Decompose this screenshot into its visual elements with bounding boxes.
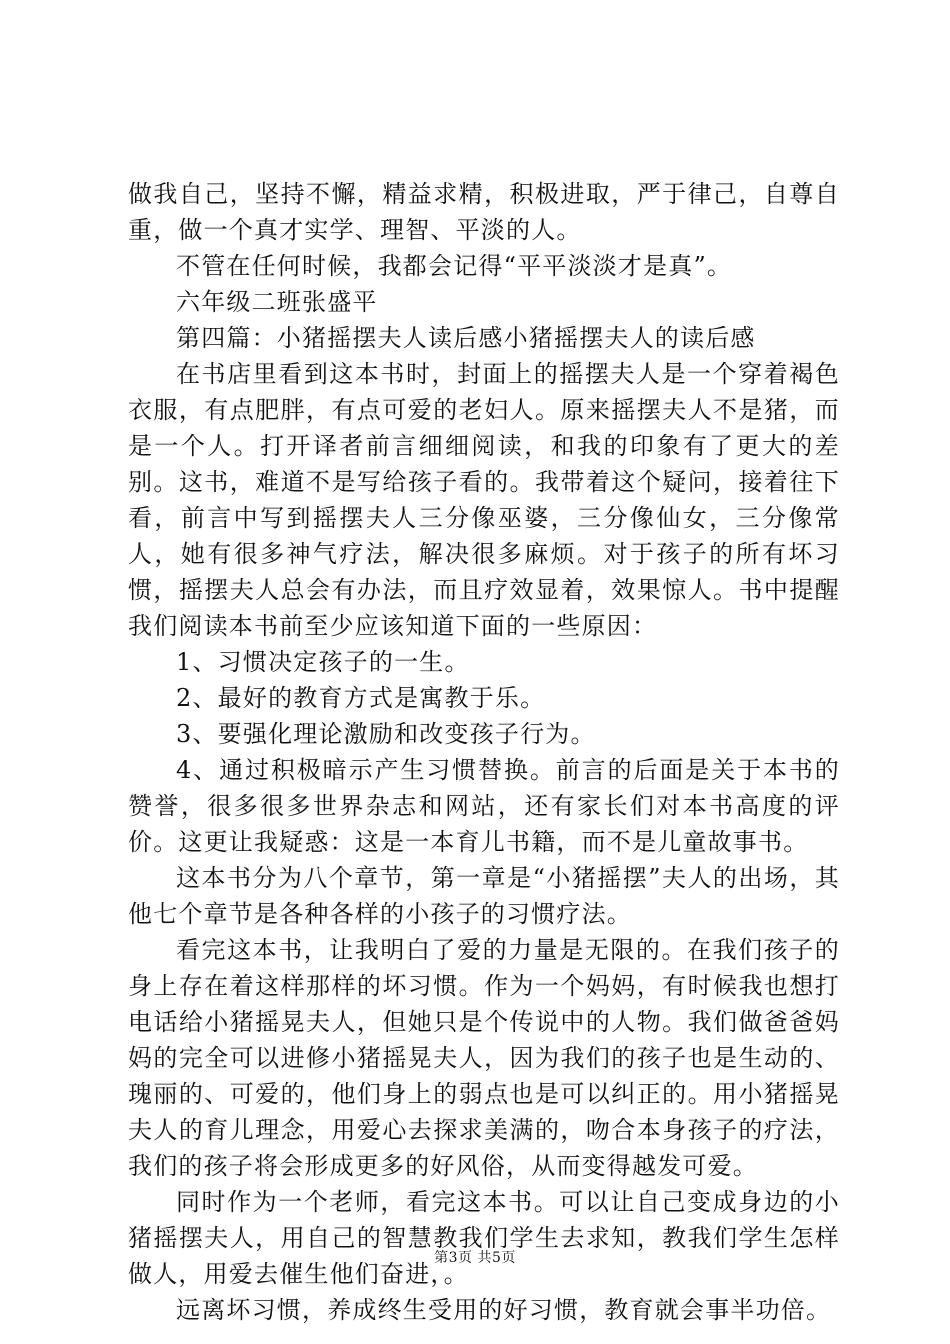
paragraph-chapters: 这本书分为八个章节，第一章是“小猪摇摆”夫人的出场，其他七个章节是各种各样的小孩子的习惯疗法。: [128, 864, 840, 928]
paragraph-teacher: 同时作为一个老师，看完这本书。可以让自己变成身边的小猪摇摆夫人，用自己的智慧教我们学生去求知，教我们学生怎样做人，用爱去催生他们奋进，。: [128, 1188, 840, 1288]
list-item-2: 2、最好的教育方式是寓教于乐。: [176, 684, 546, 712]
paragraph-quote: 不管在任何时候，我都会记得“平平淡淡才是真”。: [176, 252, 733, 280]
section-heading: 第四篇：小猪摇摆夫人读后感小猪摇摆夫人的读后感: [176, 324, 756, 352]
author-line: 六年级二班张盛平: [176, 288, 378, 316]
paragraph-continuation: 做我自己，坚持不懈，精益求精，积极进取，严于律己，自尊自重，做一个真才实学、理智、平淡的人。: [128, 180, 840, 244]
list-item-4: 4、通过积极暗示产生习惯替换。前言的后面是关于本书的赞誉，很多很多世界杂志和网站，还有家长们对本书高度的评价。这更让我疑惑：这是一本育儿书籍，而不是儿童故事书。: [128, 756, 840, 856]
paragraph-conclusion: 远离坏习惯，养成终生受用的好习惯，教育就会事半功倍。: [176, 1296, 832, 1324]
paragraph-reflection: 看完这本书，让我明白了爱的力量是无限的。在我们孩子的身上存在着这样那样的坏习惯。作为一个妈妈，有时候我也想打电话给小猪摇晃夫人，但她只是个传说中的人物。我们做爸爸妈妈的完全可以进修小猪摇晃夫人，因为我们的孩子也是生动的、瑰丽的、可爱的，他们身上的弱点也是可以纠正的。用小猪摇晃夫人的育儿理念，用爱心去探求美满的，吻合本身孩子的疗法，我们的孩子将会形成更多的好风俗，从而变得越发可爱。: [128, 936, 840, 1180]
list-item-1: 1、习惯决定孩子的一生。: [176, 648, 470, 676]
page-number: 第3页 共5页: [434, 1250, 516, 1266]
list-item-3: 3、要强化理论激励和改变孩子行为。: [176, 720, 596, 748]
document-body: [128, 176, 840, 1328]
paragraph-intro: 在书店里看到这本书时，封面上的摇摆夫人是一个穿着褐色衣服，有点肥胖，有点可爱的老妇人。原来摇摆夫人不是猪，而是一个人。打开译者前言细细阅读，和我的印象有了更大的差别。这书，难道不是写给孩子看的。我带着这个疑问，接着往下看，前言中写到摇摆夫人三分像巫婆，三分像仙女，三分像常人，她有很多神气疗法，解决很多麻烦。对于孩子的所有坏习惯，摇摆夫人总会有办法，而且疗效显着，效果惊人。书中提醒我们阅读本书前至少应该知道下面的一些原因：: [128, 360, 840, 640]
